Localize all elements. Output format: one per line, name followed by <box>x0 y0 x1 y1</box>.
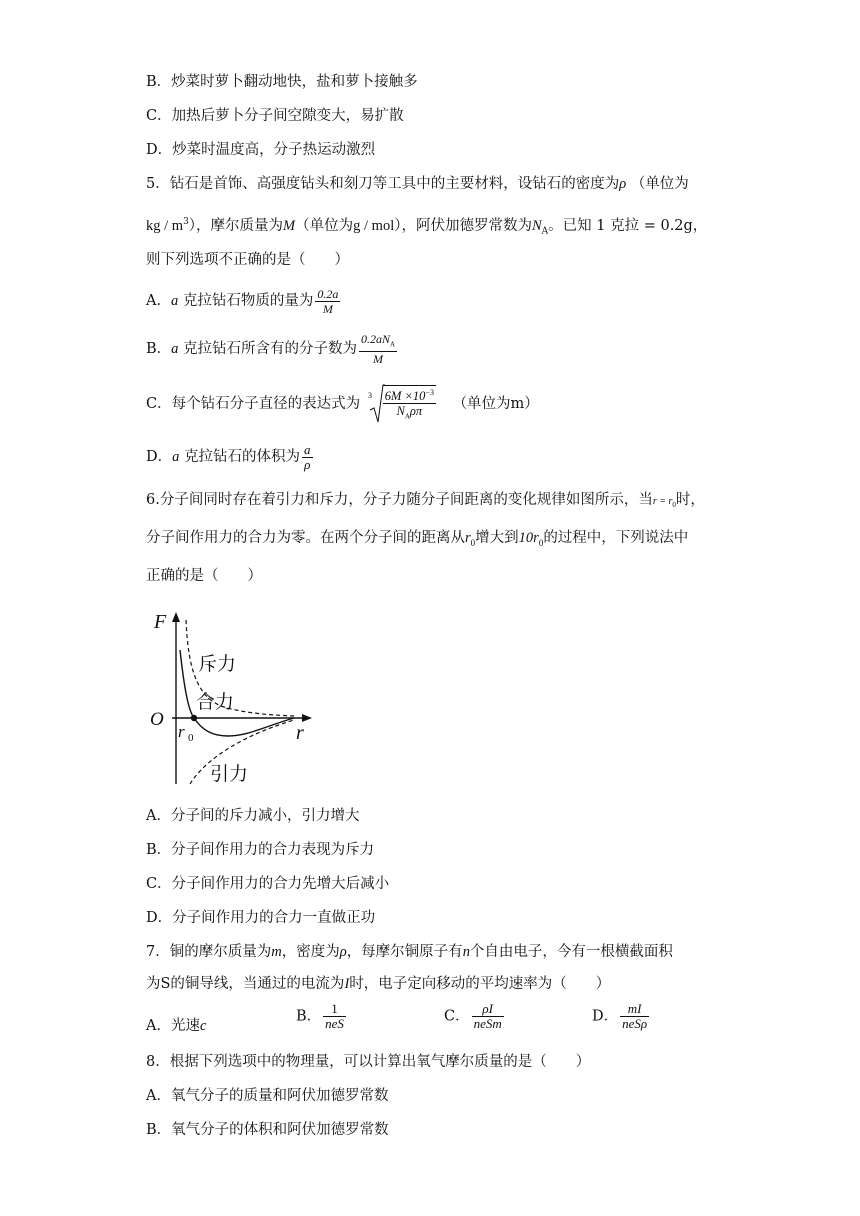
q4-option-d: D．炒菜时温度高，分子热运动激烈 <box>146 142 376 158</box>
denominator: neSm <box>473 1016 502 1031</box>
q5-stem-line3: 则下列选项不正确的是（ ） <box>146 252 349 268</box>
denominator: ρ <box>304 456 311 472</box>
q5-unit-text: （单位为 <box>630 176 689 192</box>
r-axis-label: r <box>296 722 304 744</box>
option-label: B． <box>146 341 172 358</box>
option-text: A．光速 <box>146 1018 200 1034</box>
10r0-symbol: $10r_0$ <box>518 530 544 548</box>
net-force-label: 合力 <box>196 691 235 713</box>
fraction <box>472 1002 504 1031</box>
q7-text: ，密度为 <box>281 944 340 960</box>
q5-text: 。已知 1 克拉 = 0.2g， <box>548 217 708 234</box>
denominator-text: ρπ <box>409 403 423 418</box>
repulsion-label: 斥力 <box>198 653 237 675</box>
numerator: ρI <box>472 1002 504 1017</box>
option-text: 克拉钻石物质的量为 <box>178 293 314 309</box>
q5-text: ），摩尔质量为 <box>188 217 284 234</box>
fraction <box>323 1002 346 1031</box>
option-text: C．每个钻石分子直径的表达式为 <box>146 396 361 412</box>
option-text: 克拉钻石所含有的分子数为 <box>178 341 358 358</box>
NA-subscript: A <box>541 226 549 237</box>
q6-option-a: A．分子间的斥力减小，引力增大 <box>146 808 360 824</box>
M-symbol: M <box>283 217 296 234</box>
cube-root-expression <box>367 382 438 426</box>
denominator: M <box>373 352 384 367</box>
numerator: 0.2a <box>317 286 339 301</box>
q6-stem-line1 <box>146 490 705 515</box>
q6-option-b: B．分子间作用力的合力表现为斥力 <box>146 842 375 858</box>
q7-text: 个自由电子，今有一根横截面积 <box>469 944 673 960</box>
NA-subscript: A <box>390 340 396 349</box>
option-text: 克拉钻石的体积为 <box>179 449 300 465</box>
fraction <box>315 287 340 316</box>
NA-symbol: N <box>396 403 405 418</box>
q6-text: 6.分子间同时存在着引力和斥力，分子力随分子间距离的变化规律如图所示，当 <box>146 492 653 508</box>
q6-text: 增大到 <box>475 530 519 546</box>
denominator: neS <box>325 1016 344 1031</box>
q7-text: ，每摩尔铜原子有 <box>346 944 463 960</box>
q6-stem-line3: 正确的是（ ） <box>146 568 262 584</box>
q4-option-c: C．加热后萝卜分子间空隙变大，易扩散 <box>146 108 404 124</box>
force-distance-graph <box>144 606 324 790</box>
kg-per-m3: kg / m <box>146 217 184 234</box>
r-equals-text: r = r <box>652 496 673 507</box>
q7-option-b <box>296 1002 348 1031</box>
n-symbol: n <box>462 944 470 960</box>
F-axis-label: F <box>154 611 167 633</box>
r0-symbol: $r_0$ <box>465 530 476 548</box>
svg-text:3: 3 <box>367 391 372 400</box>
q7-text: 时，电子定向移动的平均速率为（ ） <box>349 976 611 992</box>
q5-text: （单位为 <box>295 217 354 234</box>
option-label: A． <box>146 293 171 309</box>
r-equals-r0: $r = r_0$ <box>652 496 676 509</box>
q8-option-a: A．氧气分子的质量和阿伏加德罗常数 <box>146 1088 389 1104</box>
fraction <box>620 1002 649 1031</box>
attraction-label: 引力 <box>210 763 249 785</box>
a-symbol: a <box>170 293 179 309</box>
fraction <box>383 385 436 424</box>
q7-stem-line1 <box>146 942 673 962</box>
option-label: D． <box>592 1008 619 1025</box>
y-axis-arrow-icon <box>172 612 180 622</box>
fraction <box>359 332 397 366</box>
q4-option-b: B．炒菜时萝卜翻动地快，盐和萝卜接触多 <box>146 74 418 90</box>
NA-symbol: N <box>531 217 542 234</box>
numerator: 1 <box>323 1002 346 1017</box>
q5-stem-line2: kg / $m^3$），摩尔质量为M（单位为g / mol），阿伏加德罗常数为$N_A$。已知 1 克拉 = 0.2g， <box>146 217 708 237</box>
q5-option-c <box>146 382 539 426</box>
I-symbol: I <box>344 976 350 992</box>
option-label: C． <box>444 1008 470 1025</box>
q7-text: 为S的铜导线，当通过的电流为 <box>146 976 345 992</box>
q5-option-a <box>146 286 342 316</box>
numerator <box>359 332 397 352</box>
q8-option-b: B．氧气分子的体积和阿伏加德罗常数 <box>146 1122 389 1138</box>
10r-text: 10r <box>518 530 539 546</box>
denominator <box>383 404 436 424</box>
q7-text: 7．铜的摩尔质量为 <box>146 944 272 960</box>
a-symbol: a <box>172 449 180 465</box>
q6-text: 分子间作用力的合力为零。在两个分子间的距离从 <box>146 530 465 546</box>
unit-text: （单位为m） <box>452 396 539 412</box>
c-symbol: c <box>199 1018 207 1034</box>
q7-option-d <box>592 1002 651 1031</box>
rho-symbol: ρ <box>619 176 627 192</box>
x-axis-arrow-icon <box>302 714 312 722</box>
a-symbol: a <box>171 341 179 358</box>
q6-option-d: D．分子间作用力的合力一直做正功 <box>146 910 376 926</box>
r0-label: r <box>178 722 185 741</box>
numerator: mI <box>620 1002 649 1017</box>
q7-option-c <box>444 1002 506 1031</box>
q5-option-b <box>146 332 399 366</box>
q5-stem-line1 <box>146 174 689 194</box>
numerator-text: 0.2aN <box>361 332 391 346</box>
q5-text: ），阿伏加德罗常数为 <box>394 217 532 234</box>
force-graph-svg <box>144 606 324 790</box>
NA-subscript: A <box>404 412 410 421</box>
m-symbol: m <box>271 944 282 960</box>
q7-stem-line2 <box>146 974 610 994</box>
fraction <box>302 443 313 472</box>
q6-option-c: C．分子间作用力的合力先增大后减小 <box>146 876 390 892</box>
denominator: M <box>322 301 333 316</box>
r0-point <box>191 715 197 721</box>
q7-option-a <box>146 1014 206 1035</box>
rho-symbol: ρ <box>339 944 347 960</box>
numerator: a <box>304 441 311 457</box>
q5-option-d <box>146 440 315 474</box>
option-label: B． <box>296 1008 322 1025</box>
g-per-mol: g / mol <box>353 217 395 234</box>
r0-subscript: 0 <box>188 732 194 744</box>
q6-stem-line2 <box>146 528 688 553</box>
exponent: −3 <box>425 387 434 397</box>
q5-text: 5．钻石是首饰、高强度钻头和刻刀等工具中的主要材料，设钻石的密度为 <box>146 176 620 192</box>
q6-text: 时， <box>675 492 705 508</box>
origin-label: O <box>150 709 164 730</box>
numerator <box>383 386 436 404</box>
q6-text: 的过程中，下列说法中 <box>543 530 689 546</box>
denominator: neSρ <box>622 1016 648 1031</box>
numerator-text: 6M ×10 <box>384 388 426 403</box>
option-label: D． <box>146 449 173 465</box>
q8-stem: 8．根据下列选项中的物理量，可以计算出氧气摩尔质量的是（ ） <box>146 1054 591 1070</box>
